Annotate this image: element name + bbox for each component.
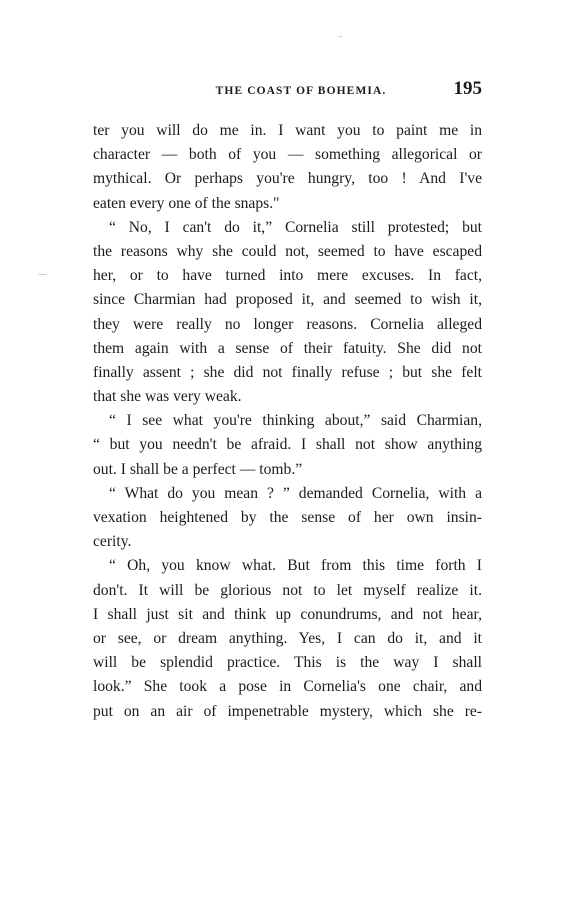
text-line: that she was very weak. (93, 388, 242, 406)
text-line: them again with a sense of their fatuity. She did not (93, 339, 482, 357)
text-line: I shall just sit and think up conundrums, and not hear, (93, 605, 482, 623)
text-line: “ Oh, you know what. But from this time forth I (109, 557, 482, 575)
text-line: mythical. Or perhaps you're hungry, too ! And I've (93, 170, 482, 188)
text-line: “ I see what you're thinking about,” said Charmian, (109, 412, 482, 430)
text-line: cerity. (93, 533, 132, 551)
text-line: finally assent ; she did not finally refuse ; but she felt (93, 363, 482, 381)
text-line: the reasons why she could not, seemed to have escaped (93, 242, 482, 260)
text-line: “ No, I can't do it,” Cornelia still protested; but (109, 218, 482, 236)
scan-speck (339, 36, 342, 37)
text-line: vexation heightened by the sense of her own insin- (93, 509, 482, 526)
text-line: don't. It will be glorious not to let myself realize it. (93, 581, 482, 599)
text-line: eaten every one of the snaps." (93, 194, 280, 212)
body-text (93, 119, 482, 724)
margin-mark: ‿ (39, 265, 47, 275)
running-title: THE COAST OF BOHEMIA. (215, 85, 387, 97)
text-line: put on an air of impenetrable mystery, which she re- (93, 702, 482, 720)
text-line: “ What do you mean ? ” demanded Cornelia, with a (109, 484, 482, 502)
text-line: will be splendid practice. This is the way I shall (93, 654, 482, 672)
running-head (120, 78, 482, 102)
page-number: 195 (453, 78, 482, 99)
text-line: out. I shall be a perfect — tomb.” (93, 460, 303, 478)
text-line: since Charmian had proposed it, and seemed to wish it, (93, 291, 482, 309)
text-line: or see, or dream anything. Yes, I can do it, and it (93, 629, 482, 647)
text-line: they were really no longer reasons. Cornelia alleged (93, 315, 482, 333)
text-line: character — both of you — something allegorical or (93, 146, 482, 164)
text-line: “ but you needn't be afraid. I shall not show anything (93, 436, 482, 454)
text-line: ter you will do me in. I want you to paint me in (93, 122, 482, 139)
text-line: her, or to have turned into mere excuses. In fact, (93, 267, 482, 285)
text-line: look.” She took a pose in Cornelia's one chair, and (93, 678, 482, 696)
